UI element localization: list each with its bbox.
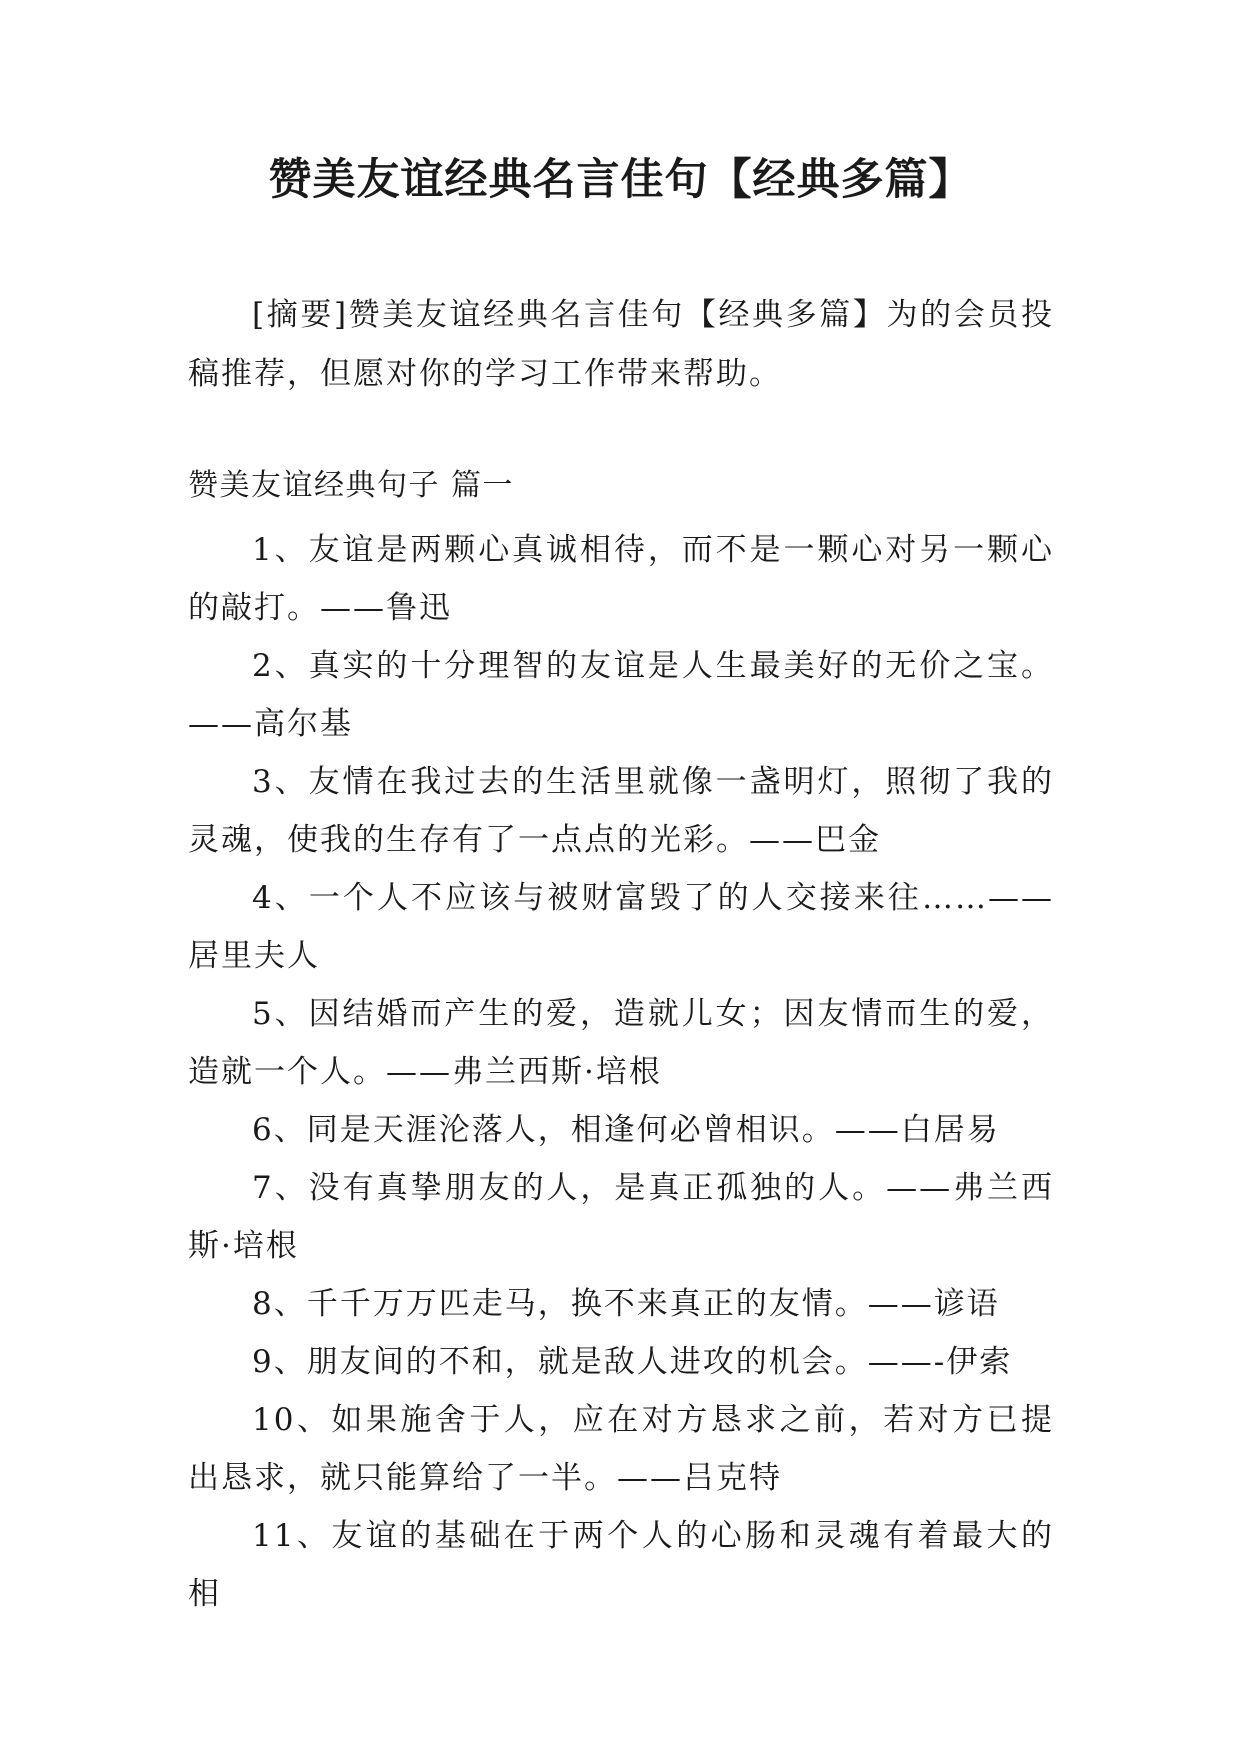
quote-item: 10、如果施舍于人，应在对方恳求之前，若对方已提出恳求，就只能算给了一半。——吕克特	[188, 1402, 1054, 1496]
quote-item: 3、友情在我过去的生活里就像一盏明灯，照彻了我的灵魂，使我的生存有了一点点的光彩。——巴金	[188, 764, 1054, 858]
section-heading: 赞美友谊经典句子 篇一	[188, 468, 515, 503]
quote-item: 2、真实的十分理智的友谊是人生最美好的无价之宝。——高尔基	[188, 648, 1054, 742]
quote-item: 11、友谊的基础在于两个人的心肠和灵魂有着最大的相	[188, 1518, 1054, 1612]
quote-item: 9、朋友间的不和，就是敌人进攻的机会。——-伊索	[252, 1344, 1013, 1380]
quote-item: 7、没有真挚朋友的人，是真正孤独的人。——弗兰西斯·培根	[188, 1170, 1054, 1264]
quote-item: 8、千千万万匹走马，换不来真正的友情。——谚语	[252, 1286, 1000, 1322]
quote-item: 4、一个人不应该与被财富毁了的人交接来往……——居里夫人	[188, 880, 1054, 974]
document-title: 赞美友谊经典名言佳句【经典多篇】	[268, 155, 973, 205]
quote-item: 6、同是天涯沦落人，相逢何必曾相识。——白居易	[252, 1112, 1000, 1148]
quote-list	[188, 521, 1054, 1623]
quote-item: 1、友谊是两颗心真诚相待，而不是一颗心对另一颗心的敲打。——鲁迅	[188, 532, 1054, 626]
quote-item: 5、因结婚而产生的爱，造就儿女；因友情而生的爱，造就一个人。——弗兰西斯·培根	[188, 996, 1054, 1090]
abstract-paragraph: [摘要]赞美友谊经典名言佳句【经典多篇】为的会员投稿推荐，但愿对你的学习工作带来帮助。	[188, 297, 1054, 392]
